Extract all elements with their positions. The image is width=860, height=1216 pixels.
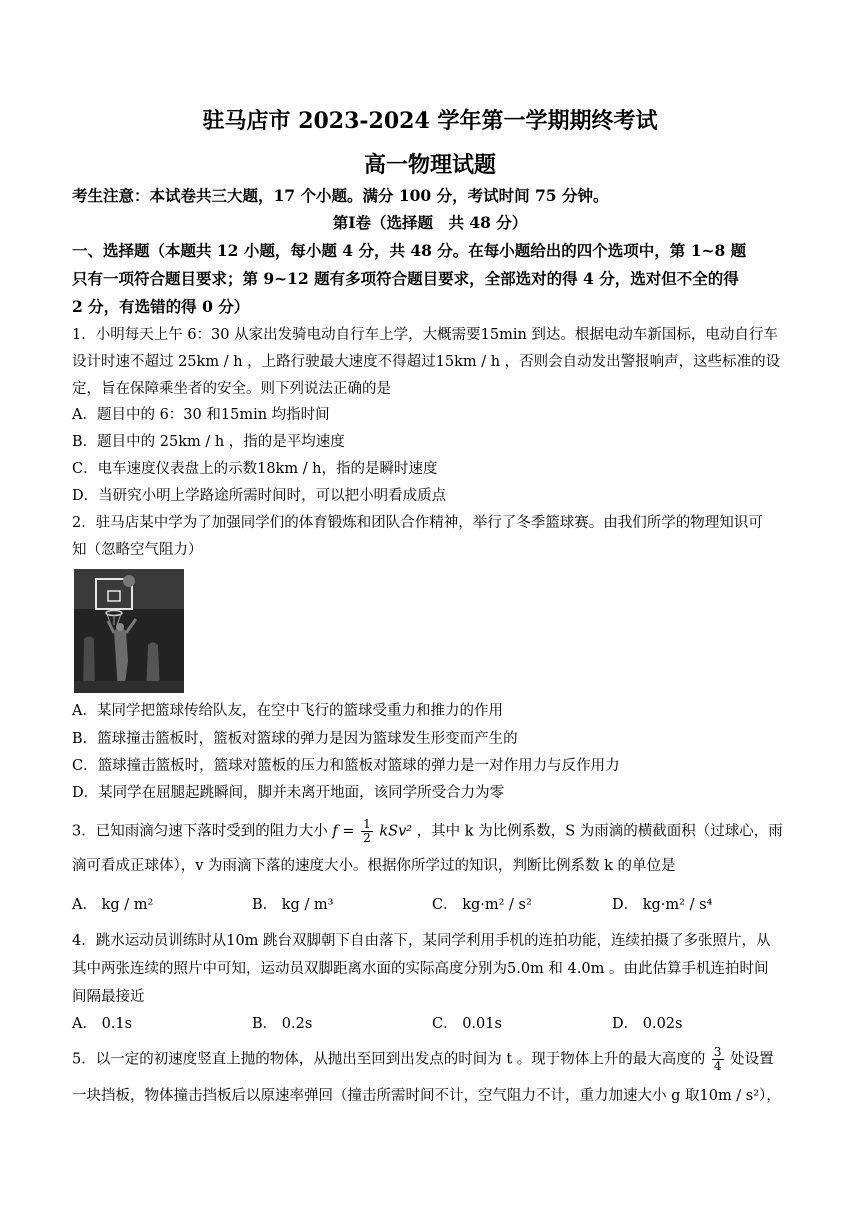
exam-subtitle: 高一物理试题 (363, 152, 496, 178)
q1-stem-line: 设计时速不超过 25km / h ，上路行驶最大速度不得超过15km / h ，否则会自动发出警报响声，这些标准的设 (72, 354, 781, 370)
q3-fraction-numerator: 1 (363, 817, 371, 831)
q3-option-d: D． kg·m² / s⁴ (612, 897, 713, 913)
q3-fraction (361, 818, 373, 845)
q3-stem-line2: 滴可看成正球体），v 为雨滴下落的速度大小。根据你所学过的知识，判断比例系数 k 的单位是 (72, 858, 676, 874)
q3-stem-text: 3．已知雨滴匀速下落时受到的阻力大小 (72, 823, 328, 840)
basketball-photo (74, 569, 184, 693)
q3-option-c: C． kg·m² / s² (432, 897, 532, 913)
q2-stem-line: 2．驻马店某中学为了加强同学们的体育锻炼和团队合作精神，举行了冬季篮球赛。由我们所学的物理知识可 (72, 515, 763, 531)
q5-stem-text-cont: 处设置 (730, 1051, 774, 1068)
q3-formula-rest: kSv² (379, 823, 413, 840)
q4-option-b: B． 0.2s (252, 1016, 313, 1032)
q4-option-a: A． 0.1s (72, 1016, 133, 1032)
q5-stem-line1 (72, 1046, 792, 1073)
q4-stem-line: 间隔最接近 (72, 989, 145, 1005)
q5-fraction-numerator: 3 (713, 1045, 722, 1059)
q3-stem-line1 (72, 818, 792, 845)
q3-fraction-denominator: 2 (363, 831, 371, 845)
q1-option-a: A．题目中的 6：30 和15min 均指时间 (72, 407, 330, 423)
q4-option-d: D． 0.02s (612, 1016, 683, 1032)
q3-stem-text-cont: ，其中 k 为比例系数，S 为雨滴的横截面积（过球心，雨 (416, 823, 783, 840)
q4-option-c: C． 0.01s (432, 1016, 502, 1032)
q5-stem-text: 5．以一定的初速度竖直上抛的物体，从抛出至回到出发点的时间为 t 。现于物体上升的最大高度的 (72, 1051, 706, 1068)
basketball-scene-illustration (74, 569, 184, 693)
exam-title: 驻马店市 2023-2024 学年第一学期期终考试 (202, 108, 658, 134)
q3-option-b: B． kg / m³ (252, 897, 334, 913)
q2-option-c: C．篮球撞击篮板时，篮球对篮板的压力和篮板对篮球的弹力是一对作用力与反作用力 (72, 758, 620, 774)
q2-option-a: A．某同学把篮球传给队友，在空中飞行的篮球受重力和推力的作用 (72, 703, 503, 719)
q1-option-b: B．题目中的 25km / h ，指的是平均速度 (72, 434, 345, 450)
q4-stem-line: 其中两张连续的照片中可知，运动员双脚距离水面的实际高度分别为5.0m 和 4.0m 。由此估算手机连拍时间 (72, 961, 769, 977)
section-title: 第Ⅰ卷（选择题 共 48 分） (332, 213, 528, 232)
q1-option-c: C．电车速度仪表盘上的示数18km / h，指的是瞬时速度 (72, 461, 438, 477)
q4-stem-line: 4．跳水运动员训练时从10m 跳台双脚朝下自由落下，某同学利用手机的连拍功能，连续拍摄了多张照片，从 (72, 933, 771, 949)
exam-notice: 考生注意：本试卷共三大题，17 个小题。满分 100 分，考试时间 75 分钟。 (72, 186, 609, 205)
section-intro-line: 只有一项符合题目要求；第 9~12 题有多项符合题目要求，全部选对的得 4 分，选对但不全的得 (72, 269, 739, 288)
q5-fraction (712, 1046, 724, 1073)
section-intro-line: 2 分，有选错的得 0 分） (72, 297, 250, 316)
q2-option-b: B．篮球撞击篮板时，篮板对篮球的弹力是因为篮球发生形变而产生的 (72, 731, 518, 747)
q1-stem-line: 定，旨在保障乘坐者的安全。则下列说法正确的是 (72, 381, 391, 397)
q2-stem-line: 知（忽略空气阻力） (72, 542, 203, 558)
q1-option-d: D．当研究小明上学路途所需时间时，可以把小明看成质点 (72, 488, 447, 504)
q5-fraction-denominator: 4 (713, 1059, 722, 1073)
q1-stem-line: 1．小明每天上午 6：30 从家出发骑电动自行车上学，大概需要15min 到达。根据电动车新国标，电动自行车 (72, 327, 778, 343)
q5-stem-line2: 一块挡板，物体撞击挡板后以原速率弹回（撞击所需时间不计，空气阻力不计，重力加速大小 g 取10m / s²）， (72, 1088, 781, 1104)
q3-option-a: A． kg / m² (72, 897, 154, 913)
q3-formula-f: f = (332, 823, 355, 840)
q2-option-d: D．某同学在屈腿起跳瞬间，脚并未离开地面，该同学所受合力为零 (72, 785, 505, 801)
section-intro-line: 一、选择题（本题共 12 小题，每小题 4 分，共 48 分。在每小题给出的四个选项中，第 1~8 题 (72, 241, 747, 260)
